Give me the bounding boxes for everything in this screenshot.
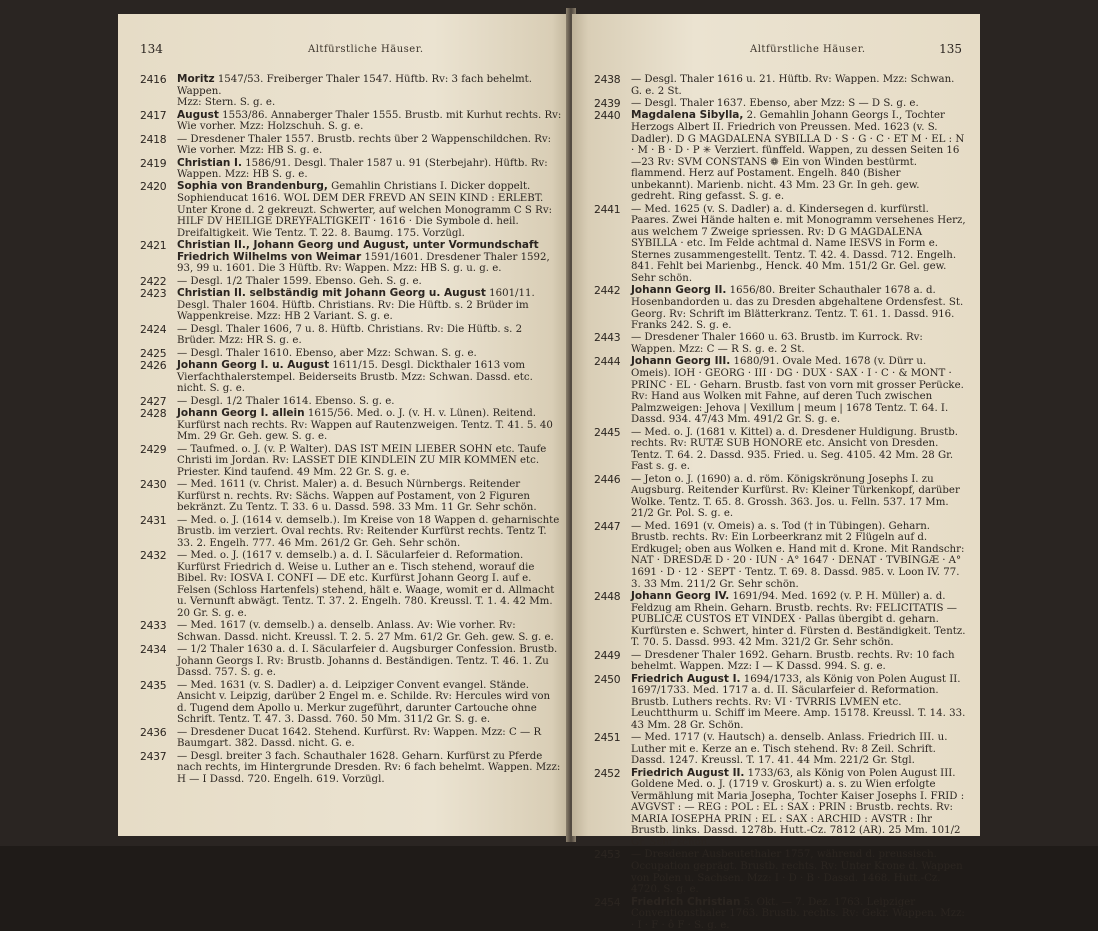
catalogue-entry bbox=[140, 396, 562, 408]
left-running-head: Altfürstliche Häuser. bbox=[308, 44, 424, 55]
entry-body bbox=[177, 288, 535, 322]
entry-text: 1611/15. Desgl. Dickthaler 1613 vom Vierfachthalerstempel. Beiderseits Brustb. Mzz: Schwan. Dassd. etc. nicht. S. g. e. bbox=[177, 360, 533, 395]
entry-body bbox=[177, 644, 557, 678]
right-running-head: Altfürstliche Häuser. bbox=[750, 44, 866, 55]
entry-body bbox=[177, 158, 548, 181]
entry-text: — Desgl. 1/2 Thaler 1614. Ebenso. S. g. e. bbox=[177, 395, 395, 407]
catalogue-entry bbox=[140, 644, 562, 679]
entry-number: 2433 bbox=[140, 619, 167, 633]
catalogue-entry bbox=[140, 110, 562, 133]
entry-text: — Med. 1691 (v. Omeis) a. s. Tod († in Tübingen). Geharn. Brustb. rechts. Rv: Ein Lorbeerkranz mit 2 Flügeln auf d. Erdkugel; oben aus Wolken e. Hand mit d. Krone. Mit Randschr: NAT · DRESDÆ D · 20 · IUN · A° 1647 · DENAT · TVBINGÆ · A° 1691 · D · 12 · SEPT · Tentz. T. 69. 8. Dassd. 985. v. Loon IV. 77. 3. 33 Mm. 211/2 Gr. Sehr schön. bbox=[631, 520, 965, 590]
entry-label: Christian I. bbox=[177, 156, 242, 169]
catalogue-entry bbox=[594, 591, 966, 649]
entry-number: 2452 bbox=[594, 766, 621, 780]
entry-body bbox=[177, 276, 422, 287]
catalogue-entry bbox=[140, 348, 562, 360]
catalogue-entry bbox=[140, 181, 562, 239]
entry-number: 2432 bbox=[140, 549, 167, 563]
entry-body bbox=[631, 674, 965, 731]
entry-label: Johann Georg I. u. August bbox=[177, 359, 330, 372]
entry-label: Friedrich August II. bbox=[631, 766, 745, 779]
entry-body bbox=[631, 332, 923, 355]
entry-label: Friedrich August I. bbox=[631, 672, 741, 685]
entry-text: — Med. o. J. (1681 v. Kittel) a. d. Dresdener Huldigung. Brustb. rechts. Rv: RUTÆ SUB HONORE etc. Ansicht von Dresden. Tentz. T. 64. 2. Dassd. 935. Fried. u. Seg. 4105. 42 Mm. 28 Gr. Fast s. g. e. bbox=[631, 426, 959, 473]
entry-number: 2421 bbox=[140, 239, 167, 253]
entry-text: — Dresdener Ausbeutethaler 1757, während d. preussisch. Occupation geprägt. Brustb. rechts. Rv: Unter Krone d. Wappen von Polen u. Sachsen. Mzz: I · D · B · Dassd. 1468. Hutt.-Cz. 4720. S. g. e. bbox=[631, 849, 963, 896]
catalogue-entry bbox=[594, 474, 966, 520]
entry-label: Johann Georg IV. bbox=[631, 589, 730, 602]
entry-body bbox=[177, 680, 550, 726]
entry-label: Johann Georg II. bbox=[631, 284, 727, 297]
entry-text: 5. Okt. — 7. Dez. 1763. Leipziger Conventionsthaler 1763. Brustb. rechts. Rv: Gekr. Wappen. Mzz: · I · F · ô F · S. g. e. bbox=[631, 896, 965, 931]
entry-body bbox=[631, 285, 963, 331]
entry-label: Friedrich Christian bbox=[631, 895, 741, 908]
entry-body bbox=[177, 620, 554, 643]
entry-body bbox=[177, 134, 551, 157]
entry-number: 2449 bbox=[594, 648, 621, 662]
entry-body bbox=[631, 849, 963, 895]
entry-number: 2423 bbox=[140, 287, 167, 301]
entry-text: 1733/63, als König von Polen August III. Goldene Med. o. J. (1719 v. Groskurt) a. s. zu Wien erfolgte Vermählung mit Maria Josepha, Tochter Kaiser Josephs I. FRID : AVGVST : — REG : POL : EL : SAX : PRIN : Brustb. rechts. Rv: MARIA IOSEPHA PRIN : EL : SAX : ARCHID : AVSTR : Ihr Brustb. links. Dassd. 1278b. Hutt.-Cz. 7812 (AR). 25 Mm. 101/2 Gr. Sehr schön. bbox=[631, 767, 965, 849]
entry-body bbox=[177, 444, 546, 478]
entry-text: — 1/2 Thaler 1630 a. d. I. Säcularfeier d. Augsburger Confession. Brustb. Johann Georgs I. Rv: Brustb. Johanns d. Beständigen. Tentz. T. 46. 1. Zu Dassd. 757. S. g. e. bbox=[177, 644, 558, 679]
entry-text: 2. Gemahlin Johann Georgs I., Tochter Herzogs Albert II. Friedrich von Preussen. Med. 1623 (v. S. Dadler). D G MAGDALENA SYBILLA D · S · G · C · ET M · EL : N · M · B · D · P ✳ Verziert. fünffeld. Wappen, zu dessen Seiten 16—23 Rv: SVM CONSTANS ❁ Ein von Winden bestürmt. flammend. Herz auf Postament. Engelh. 840 (Bisher unbekannt). Marienb. nicht. 43 Mm. 23 Gr. In geh. gew. gedreht. Ring gefasst. S. g. e. bbox=[631, 110, 965, 203]
entry-text: 1601/11. Desgl. Thaler 1604. Hüftb. Christians. Rv: Die Hüftb. s. 2 Brüder im Wappenkreise. Mzz: HB 2 Variant. S. g. e. bbox=[177, 288, 535, 323]
entry-number: 2422 bbox=[140, 274, 167, 288]
entry-text: — Med. o. J. (1617 v. demselb.) a. d. I. Säcularfeier d. Reformation. Kurfürst Friedrich d. Weise u. Luther an e. Tisch stehend, worauf die Bibel. Rv: IOSVA I. CONFI — DE etc. Kurfürst Johann Georg I. auf e. Felsen (Schloss Hartenfels) stehend, hält e. Waage, womit er d. Allmacht u. Vernunft abwägt. Tentz. T. 37. 2. Engelh. 780. Kreussl. T. 1. 4. 42 Mm. 20 Gr. S. g. e. bbox=[177, 550, 555, 619]
entry-body bbox=[631, 897, 965, 931]
entry-label: August bbox=[177, 108, 219, 121]
entry-number: 2442 bbox=[594, 284, 621, 298]
entry-text: 1615/56. Med. o. J. (v. H. v. Lünen). Reitend. Kurfürst nach rechts. Rv: Wappen auf Rautenzweigen. Tentz. T. 41. 5. 40 Mm. 29 Gr. Geh. gew. S. g. e. bbox=[177, 408, 553, 443]
catalogue-entry bbox=[594, 285, 966, 331]
entry-label: Sophia von Brandenburg, bbox=[177, 180, 328, 193]
entry-number: 2445 bbox=[594, 425, 621, 439]
entry-text: 1547/53. Freiberger Thaler 1547. Hüftb. Rv: 3 fach behelmt. Wappen. Mzz: Stern. S. g. e. bbox=[177, 74, 533, 109]
entry-body bbox=[177, 181, 552, 238]
entry-number: 2438 bbox=[594, 73, 621, 86]
entry-text: 1591/1601. Dresdener Thaler 1592, 93, 99 u. 1601. Die 3 Hüftb. Rv: Wappen. Mzz: HB S. g. u. g. e. bbox=[177, 251, 550, 275]
entry-body bbox=[631, 732, 947, 766]
catalogue-entry bbox=[140, 515, 562, 550]
catalogue-entry bbox=[140, 550, 562, 619]
catalogue-entry bbox=[140, 158, 562, 181]
entry-number: 2451 bbox=[594, 731, 621, 745]
catalogue-entry bbox=[594, 74, 966, 97]
entry-number: 2439 bbox=[594, 96, 621, 110]
entry-text: — Med. 1631 (v. S. Dadler) a. d. Leipziger Convent evangel. Stände. Ansicht v. Leipzig, darüber 2 Engel m. e. Schilde. Rv: Hercules wird von d. Tugend dem Apollo u. Merkur zugeführt, darunter Cartouche ohne Schrift. Tentz. T. 47. 3. Dassd. 760. 50 Mm. 311/2 Gr. S. g. e. bbox=[177, 679, 551, 726]
entry-number: 2443 bbox=[594, 331, 621, 345]
entry-text: — Taufmed. o. J. (v. P. Walter). DAS IST MEIN LIEBER SOHN etc. Taufe Christi im Jordan. Rv: LASSET DIE KINDLEIN ZU MIR KOMMEN etc. Priester. Kind taufend. 49 Mm. 22 Gr. S. g. e. bbox=[177, 443, 547, 478]
catalogue-entry bbox=[140, 288, 562, 323]
entry-number: 2428 bbox=[140, 407, 167, 420]
entry-number: 2436 bbox=[140, 725, 167, 739]
entry-body bbox=[177, 550, 554, 619]
entry-body bbox=[177, 479, 537, 513]
entry-body bbox=[177, 751, 560, 785]
right-page-number: 135 bbox=[939, 42, 962, 56]
entry-text: — Desgl. 1/2 Thaler 1599. Ebenso. Geh. S. g. e. bbox=[177, 275, 422, 287]
entry-number: 2426 bbox=[140, 359, 167, 373]
entry-text: 1691/94. Med. 1692 (v. P. H. Müller) a. d. Feldzug am Rhein. Geharn. Brustb. rechts. Rv: FELICITATIS — PUBLICÆ CUSTOS ET VINDEX · Pallas übergibt d. geharn. Kurfürsten e. Schwert, hinter d. Fürsten d. Beständigkeit. Tentz. T. 70. 5. Dassd. 993. 42 Mm. 321/2 Gr. Sehr schön. bbox=[631, 590, 966, 649]
entry-number: 2453 bbox=[594, 848, 621, 862]
entry-text: — Desgl. Thaler 1637. Ebenso, aber Mzz: S — D S. g. e. bbox=[631, 97, 919, 109]
catalogue-entry bbox=[594, 521, 966, 590]
entry-number: 2427 bbox=[140, 394, 167, 408]
entry-number: 2448 bbox=[594, 589, 621, 603]
entry-number: 2424 bbox=[140, 322, 167, 336]
entry-text: — Dresdener Thaler 1660 u. 63. Brustb. im Kurrock. Rv: Wappen. Mzz: C — R S. g. e. 2 St. bbox=[631, 332, 923, 356]
entry-body bbox=[631, 427, 958, 473]
catalogue-entry bbox=[594, 356, 966, 425]
entry-body bbox=[177, 348, 477, 359]
entry-number: 2418 bbox=[140, 132, 167, 146]
entry-body bbox=[177, 74, 532, 108]
entry-text: — Jeton o. J. (1690) a. d. röm. Königskrönung Josephs I. zu Augsburg. Reitender Kurfürst. Rv: Kleiner Türkenkopf, darüber Wolke. Tentz. T. 65. 8. Grossh. 363. Jos. u. Felln. 537. 17 Mm. 21/2 Gr. Pol. S. g. e. bbox=[631, 473, 960, 520]
entry-body bbox=[631, 74, 954, 97]
entry-number: 2444 bbox=[594, 355, 621, 369]
entry-text: 1694/1733, als König von Polen August II. 1697/1733. Med. 1717 a. d. II. Säcularfeier d. Reformation. Brustb. Luthers rechts. Rv: VI · TVRRIS LVMEN etc. Leuchtthurm u. Schiff im Meere. Amp. 15178. Kreussl. T. 14. 33. 43 Mm. 28 Gr. Schön. bbox=[631, 673, 966, 731]
entry-body bbox=[177, 408, 553, 442]
entry-body bbox=[177, 360, 533, 394]
entry-body bbox=[177, 324, 522, 347]
entry-body bbox=[177, 727, 541, 750]
entry-number: 2429 bbox=[140, 442, 167, 456]
entry-body bbox=[631, 521, 964, 590]
catalogue-entry bbox=[594, 650, 966, 673]
catalogue-entry bbox=[140, 408, 562, 443]
entry-text: — Med. 1717 (v. Hautsch) a. denselb. Anlass. Friedrich III. u. Luther mit e. Kerze an e. Tisch stehend. Rv: 8 Zeil. Schrift. Dassd. 1247. Kreussl. T. 17. 41. 44 Mm. 221/2 Gr. Stgl. bbox=[631, 732, 948, 767]
entry-text: — Desgl. Thaler 1610. Ebenso, aber Mzz: Schwan. S. g. e. bbox=[177, 347, 477, 359]
catalogue-entry bbox=[140, 276, 562, 288]
entry-number: 2441 bbox=[594, 202, 621, 216]
catalogue-entry bbox=[140, 134, 562, 157]
entry-label: Christian II., Johann Georg und August, unter Vormundschaft Friedrich Wilhelms von Weimar bbox=[177, 239, 539, 263]
catalogue-entry bbox=[140, 444, 562, 479]
entry-body bbox=[177, 396, 395, 407]
catalogue-entry bbox=[594, 768, 966, 849]
entry-number: 2434 bbox=[140, 643, 167, 657]
entry-label: Moritz bbox=[177, 73, 215, 85]
entry-body bbox=[631, 356, 964, 425]
entry-number: 2454 bbox=[594, 895, 621, 909]
entry-number: 2431 bbox=[140, 513, 167, 527]
entry-number: 2416 bbox=[140, 73, 167, 86]
entry-body bbox=[631, 768, 964, 848]
catalogue-entry bbox=[140, 479, 562, 514]
entry-text: 1680/91. Ovale Med. 1678 (v. Dürr u. Omeis). IOH · GEORG · III · DG · DUX · SAX · I · C · & MONT · PRINC · EL · Geharn. Brustb. fast von vorn mit grosser Perücke. Rv: Hand aus Wolken mit Fahne, auf deren Tuch zwischen Palmzweigen: Jehova | Vexillum | meum | 1678 Tentz. T. 64. I. Dassd. 934. 47/43 Mm. 491/2 Gr. S. g. e. bbox=[631, 356, 964, 426]
entry-text: Gemahlin Christians I. Dicker doppelt. Sophienducat 1616. WOL DEM DER FREVD AN SEIN KIND : ERLEBT. Unter Krone d. 2 gekreuzt. Schwerter, auf welchen Monogramm C S Rv: HILF DV HEILIGE DREYFALTIGKEIT · 1616 · Die Symbole d. heil. Dreifaltigkeit. Wie Tentz. T. 22. 8. Baumg. 175. Vorzügl. bbox=[177, 181, 553, 239]
catalogue-entry bbox=[140, 324, 562, 347]
entry-label: Johann Georg I. allein bbox=[177, 407, 305, 419]
entry-text: — Med. 1611 (v. Christ. Maler) a. d. Besuch Nürnbergs. Reitender Kurfürst n. rechts. Rv: Sächs. Wappen auf Postament, von 2 Figuren bekränzt. Zu Tentz. T. 33. 6 u. Dassd. 598. 33 Mm. 11 Gr. Sehr schön. bbox=[177, 479, 537, 514]
entry-text: — Dresdener Thaler 1557. Brustb. rechts über 2 Wappenschildchen. Rv: Wie vorher. Mzz: HB S. g. e. bbox=[177, 133, 552, 157]
entry-body bbox=[631, 204, 966, 284]
right-page bbox=[572, 14, 980, 931]
entry-text: — Dresdener Ducat 1642. Stehend. Kurfürst. Rv: Wappen. Mzz: C — R Baumgart. 382. Dassd. nicht. G. e. bbox=[177, 726, 542, 750]
catalogue-entry bbox=[140, 74, 562, 109]
entry-text: — Desgl. Thaler 1616 u. 21. Hüftb. Rv: Wappen. Mzz: Schwan. G. e. 2 St. bbox=[631, 74, 955, 97]
entry-body bbox=[177, 515, 559, 549]
entry-number: 2446 bbox=[594, 472, 621, 486]
entry-text: — Med. o. J. (1614 v. demselb.). Im Kreise von 18 Wappen d. geharnischte Brustb. im verziert. Oval rechts. Rv: Reitender Kurfürst rechts. Tentz T. 33. 2. Engelh. 777. 46 Mm. 261/2 Gr. Geh. Sehr schön. bbox=[177, 514, 560, 549]
entry-text: — Dresdener Thaler 1692. Geharn. Brustb. rechts. Rv: 10 fach behelmt. Wappen. Mzz: I — K Dassd. 994. S. g. e. bbox=[631, 649, 955, 673]
catalogue-entry bbox=[594, 427, 966, 473]
catalogue-entry bbox=[594, 204, 966, 285]
entry-label: Johann Georg III. bbox=[631, 355, 731, 368]
entry-number: 2450 bbox=[594, 672, 621, 686]
entry-body bbox=[177, 240, 550, 274]
entry-text: — Med. 1617 (v. demselb.) a. denselb. Anlass. Av: Wie vorher. Rv: Schwan. Dassd. nicht. Kreussl. T. 2. 5. 27 Mm. 61/2 Gr. Geh. gew. S. g. e. bbox=[177, 620, 554, 643]
entry-text: 1553/86. Annaberger Thaler 1555. Brustb. mit Kurhut rechts. Rv: Wie vorher. Mzz: Holzschuh. S. g. e. bbox=[177, 109, 562, 133]
catalogue-entry bbox=[594, 897, 966, 931]
entry-body bbox=[631, 650, 955, 673]
entry-number: 2430 bbox=[140, 478, 167, 492]
catalogue-entry bbox=[594, 110, 966, 202]
entry-body bbox=[177, 110, 561, 133]
entry-text: 1586/91. Desgl. Thaler 1587 u. 91 (Sterbejahr). Hüftb. Rv: Wappen. Mzz: HB S. g. e. bbox=[177, 157, 548, 181]
entry-text: — Desgl. breiter 3 fach. Schauthaler 1628. Geharn. Kurfürst zu Pferde nach rechts, im Hintergrunde Dresden. Rv: 6 fach behelmt. Wappen. Mzz: H — I Dassd. 720. Engelh. 619. Vorzügl. bbox=[177, 750, 561, 785]
entry-text: — Desgl. Thaler 1606, 7 u. 8. Hüftb. Christians. Rv: Die Hüftb. s. 2 Brüder. Mzz: HR S. g. e. bbox=[177, 323, 523, 347]
left-entry-list bbox=[140, 74, 562, 786]
entry-number: 2419 bbox=[140, 156, 167, 170]
left-page bbox=[118, 14, 570, 836]
left-page-number: 134 bbox=[140, 42, 163, 56]
catalogue-entry bbox=[140, 620, 562, 643]
catalogue-entry bbox=[594, 98, 966, 110]
catalogue-entry bbox=[594, 732, 966, 767]
entry-number: 2447 bbox=[594, 519, 621, 533]
catalogue-entry bbox=[594, 332, 966, 355]
catalogue-entry bbox=[594, 849, 966, 895]
catalogue-entry bbox=[594, 674, 966, 732]
entry-body bbox=[631, 98, 919, 109]
catalogue-entry bbox=[140, 680, 562, 726]
catalogue-entry bbox=[140, 751, 562, 786]
entry-label: Christian II. selbständig mit Johann Georg u. August bbox=[177, 287, 486, 300]
entry-text: — Med. 1625 (v. S. Dadler) a. d. Kindersegen d. kurfürstl. Paares. Zwei Hände halten e. mit Monogramm versehenes Herz, aus welchem 7 Zweige spriessen. Rv: D G MAGDALENA SYBILLA · etc. Im Felde achtmal d. Name IESVS in Form e. Sternes zusammengestellt. Tentz. T. 42. 4. Dassd. 712. Engelh. 841. Fehlt bei Marienbg., Henck. 40 Mm. 151/2 Gr. Gel. gew. Sehr schön. bbox=[631, 203, 966, 284]
entry-body bbox=[631, 474, 960, 520]
entry-body bbox=[631, 110, 964, 202]
catalogue-entry bbox=[140, 360, 562, 395]
right-entry-list bbox=[594, 74, 966, 931]
catalogue-entry bbox=[140, 240, 562, 275]
entry-number: 2435 bbox=[140, 678, 167, 692]
entry-body bbox=[631, 591, 965, 648]
entry-number: 2425 bbox=[140, 346, 167, 360]
entry-number: 2417 bbox=[140, 108, 167, 122]
entry-text: 1656/80. Breiter Schauthaler 1678 a. d. Hosenbandorden u. das zu Dresden abgehaltene Ordensfest. St. Georg. Rv: Schrift im Blätterkranz. Tentz. T. 61. 1. Dassd. 916. Franks 242. S. g. e. bbox=[631, 285, 964, 332]
catalogue-entry bbox=[140, 727, 562, 750]
entry-label: Magdalena Sibylla, bbox=[631, 109, 744, 122]
entry-number: 2437 bbox=[140, 749, 167, 763]
entry-number: 2420 bbox=[140, 180, 167, 194]
entry-number: 2440 bbox=[594, 109, 621, 123]
